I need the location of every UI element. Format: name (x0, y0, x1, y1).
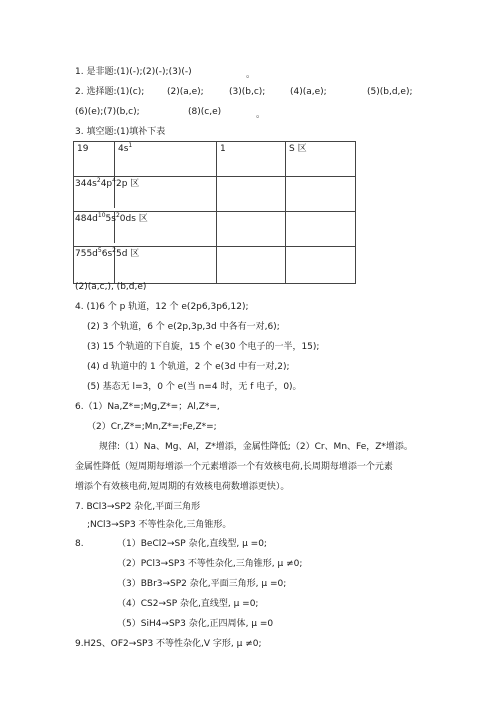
table-cell (286, 212, 356, 247)
q7-line-1: 7. BCl3→SP2 杂化,平面三角形 (75, 502, 201, 512)
q1-period-mark: 。 (246, 70, 256, 80)
q6-rule: 规律:（1）Na、Mg、Al，Z*增添，金属性降低;（2）Cr、Mn、Fe，Z*增添。 (99, 442, 413, 452)
table-row (74, 212, 356, 247)
table-cell (74, 177, 217, 212)
q2-choice-3: (3)(b,c); (229, 87, 266, 97)
q7-line-2: ;NCl3→SP3 不等性杂化,三角锥形。 (87, 520, 232, 530)
q6-rule-cont-2: 增添个有效核电荷,短周期的有效核电荷数增添更快）。 (75, 482, 290, 492)
q2-choice-1: 2. 选择题:(1)(c); (75, 87, 145, 97)
q2-choice-2: (2)(a,e); (167, 87, 204, 97)
table-row (74, 247, 356, 284)
q6-line-1: 6.（1）Na,Z*=;Mg,Z*=；Al,Z*=, (75, 402, 220, 412)
answer-table (73, 141, 356, 284)
q8-item-4: （4）CS2→SP 杂化,直线型, μ =0; (117, 599, 259, 609)
q6-rule-cont-1: 金属性降低（短周期每增添一个元素增添一个有效核电荷,长周期每增添一个元素 (75, 462, 393, 472)
q2-choice-6-7: (6)(e);(7)(b,c); (75, 107, 140, 117)
table-cell: S 区 (286, 142, 356, 177)
q8-item-5: （5）SiH4→SP3 杂化,正四周体, μ =0 (117, 619, 274, 629)
q4-line-5: (5) 基态无 l=3，0 个 e(当 n=4 时，无 f 电子，0)。 (87, 382, 302, 392)
q4-line-2: (2) 3 个轨道，6 个 e(2p,3p,3d 中各有一对,6); (87, 322, 280, 332)
config-row-3-text: $484d^{10}5s^20ds$ 区 (75, 212, 148, 224)
q2-period-mark: 。 (256, 110, 266, 120)
q1-answer: 1. 是非题:(1)(-);(2)(-);(3)(-) (75, 67, 192, 77)
q4-line-1: 4. (1)6 个 p 轨道，12 个 e(2p6,3p6,12); (75, 302, 249, 312)
table-cell (286, 247, 356, 284)
table-cell (74, 247, 217, 284)
q8-head: 8. (75, 539, 84, 549)
table-cell (74, 212, 217, 247)
table-row (74, 177, 356, 212)
q2-choice-5: (5)(b,d,e); (367, 87, 413, 97)
q3-part2: (2)(a,c,), (b,d,e) (75, 282, 147, 292)
table-cell (286, 177, 356, 212)
q9-answer: 9.H2S、OF2→SP3 不等性杂化,V 字形, μ ≠0; (75, 639, 262, 649)
table-cell: $4s^1$ (115, 142, 217, 177)
q8-item-1: （1）BeCl2→SP 杂化,直线型, μ =0; (117, 539, 267, 549)
table-cell: 1 (217, 142, 286, 177)
q4-line-3: (3) 15 个轨道的下自旋，15 个 e(30 个电子的一半，15); (87, 342, 320, 352)
table-cell: 19 (74, 142, 115, 177)
q3-heading: 3. 填空题:(1)填补下表 (75, 127, 166, 137)
q2-choice-8: (8)(c,e) (188, 107, 222, 117)
q2-choice-4: (4)(a,e); (290, 87, 327, 97)
config-row-4-text: $755d^56s^25d$ 区 (75, 247, 140, 259)
config-row-2-text: $344s^24p^42p$ 区 (75, 177, 140, 189)
table-row (74, 142, 356, 177)
table-cell (217, 247, 286, 284)
q8-item-2: （2）PCl3→SP3 不等性杂化,三角锥形, μ ≠0; (117, 559, 303, 569)
q4-line-4: (4) d 轨道中的 1 个轨道，2 个 e(3d 中有一对,2); (87, 362, 290, 372)
table-cell (217, 177, 286, 212)
q8-item-3: （3）BBr3→SP2 杂化,平面三角形, μ =0; (117, 579, 287, 589)
table-cell (217, 212, 286, 247)
q6-line-2: （2）Cr,Z*=;Mn,Z*=;Fe,Z*=; (87, 422, 217, 432)
